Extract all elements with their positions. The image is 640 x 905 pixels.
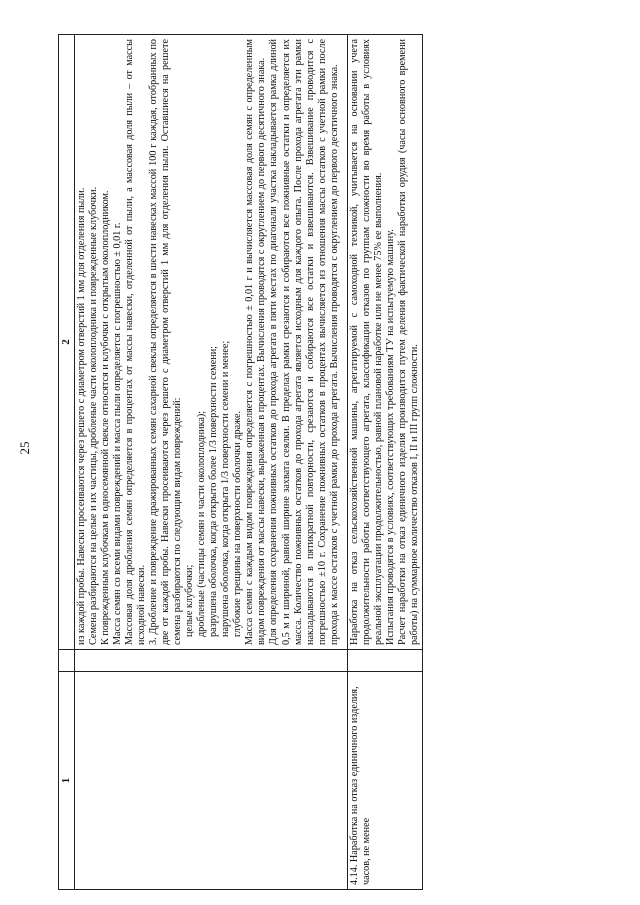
row1-line: глубокие трещины на поверхности оболочки драже. [232, 410, 244, 637]
row1-line: Масса семян с каждым видом повреждения определяется с погрешностью ± 0,01 г и вычисляется массовая доля семян с определенным видом повреждения от массы навески, выраженная в процентах. Вычисления проводятся с округлением до первого десятичного знака. [244, 39, 268, 645]
row1-text-cell [74, 35, 347, 650]
row1-line: Массовая доля дробления семян определяется в процентах от массы навески, отделенной от пыли, а массовая доля пыли – от массы исходной навески. [124, 39, 148, 645]
row1-line: Масса семян со всеми видами повреждений и масса пыли определяется с погрешностью ± 0,01 г. [112, 222, 124, 645]
row1-line: дробленые (частицы семян и части околоплодника); [196, 410, 208, 637]
row1-line: разрушена оболочка, когда открыто более 1/3 поверхности семени; [208, 346, 220, 637]
row2-line: Испытания проводятся в условиях, соответствующих требованиям ТУ на испытуемую машину. [385, 229, 397, 645]
table-header-row [59, 35, 75, 890]
row2-blank-cell [347, 650, 422, 672]
row1-blank-cell [74, 650, 347, 672]
page-number: 25 [17, 441, 32, 455]
col1-header: 1 [59, 672, 75, 890]
row2-item-cell: 4.14. Наработка на отказ единичного изделия, часов, не менее [347, 672, 422, 890]
col2-header: 2 [59, 35, 75, 650]
row1-line: из каждой пробы. Навески просеиваются через решето с диаметром отверстий 1 мм для отделения пыли. [75, 187, 87, 645]
row2-text-cell [347, 35, 422, 650]
row1-line: нарушена оболочка, когда открыта 1/3 поверхности семени и менее; [220, 340, 232, 637]
table-row [347, 35, 422, 890]
row2-line: Наработка на отказ сельскохозяйственной машины, агрегатируемой с самоходной техникой, учитывается на основании учета продолжительности работы соответствующего агрегата, классификации отказов по группам сложности во время работы в условиях реальной эксплуатации продолжительностью, равной плановой наработке или не менее 75% ее выполнения. [348, 39, 385, 645]
row1-item-cell [74, 672, 347, 890]
requirements-table [58, 34, 423, 890]
row1-line: К поврежденным клубочкам в односемянной свекле относятся и клубочки с открытым околоплодником. [100, 190, 112, 645]
col-blank-header [59, 650, 75, 672]
row1-line: Для определения сохранения пожнивных остатков до прохода агрегата в пяти местах по диагонали участка накладывается рамка длиной 0,5 м и шириной, равной ширине захвата сеялки. В пределах рамки срезаются и собираются все пожнивные остатки и определяется их масса. Количество пожнивных остатков до прохода агрегата является исходным для каждого опыта. После прохода агрегата эти рамки накладываются в пятикратной повторности, срезаются и собираются все остатки и взвешиваются. Взвешивание проводится с погрешностью ±10 г. Сохранение пожнивных остатков в процентах вычисляется из отношения массы остатков с учетной рамки после прохода к массе остатков с учетной рамки до прохода агрегата. Вычисления проводятся с округлением до первого десятичного знака. [268, 39, 340, 645]
row1-line: Семена разбираются на целые и их частицы, дробленые части околоплодника и поврежденные клубочки. [88, 186, 99, 645]
rotated-page-content [58, 34, 421, 890]
row1-line: целые клубочки; [184, 564, 196, 637]
row1-line: 3. Дробление и повреждение дражированных семян сахарной свеклы определяется в шести навесках массой 100 г каждая, отобранных по две от каждой пробы. Навески просеиваются через решето с диаметром отверстий 1 мм для отделения пыли. Оставшиеся на решете семена разбираются по следующим видам повреждений: [148, 39, 184, 645]
row2-line: Расчет наработки на отказ единичного изделия производится путем деления фактической наработки орудия (часы основного времени работы) на суммарное количество отказов I, II и III групп сложности. [397, 39, 421, 645]
table-row [74, 35, 347, 890]
